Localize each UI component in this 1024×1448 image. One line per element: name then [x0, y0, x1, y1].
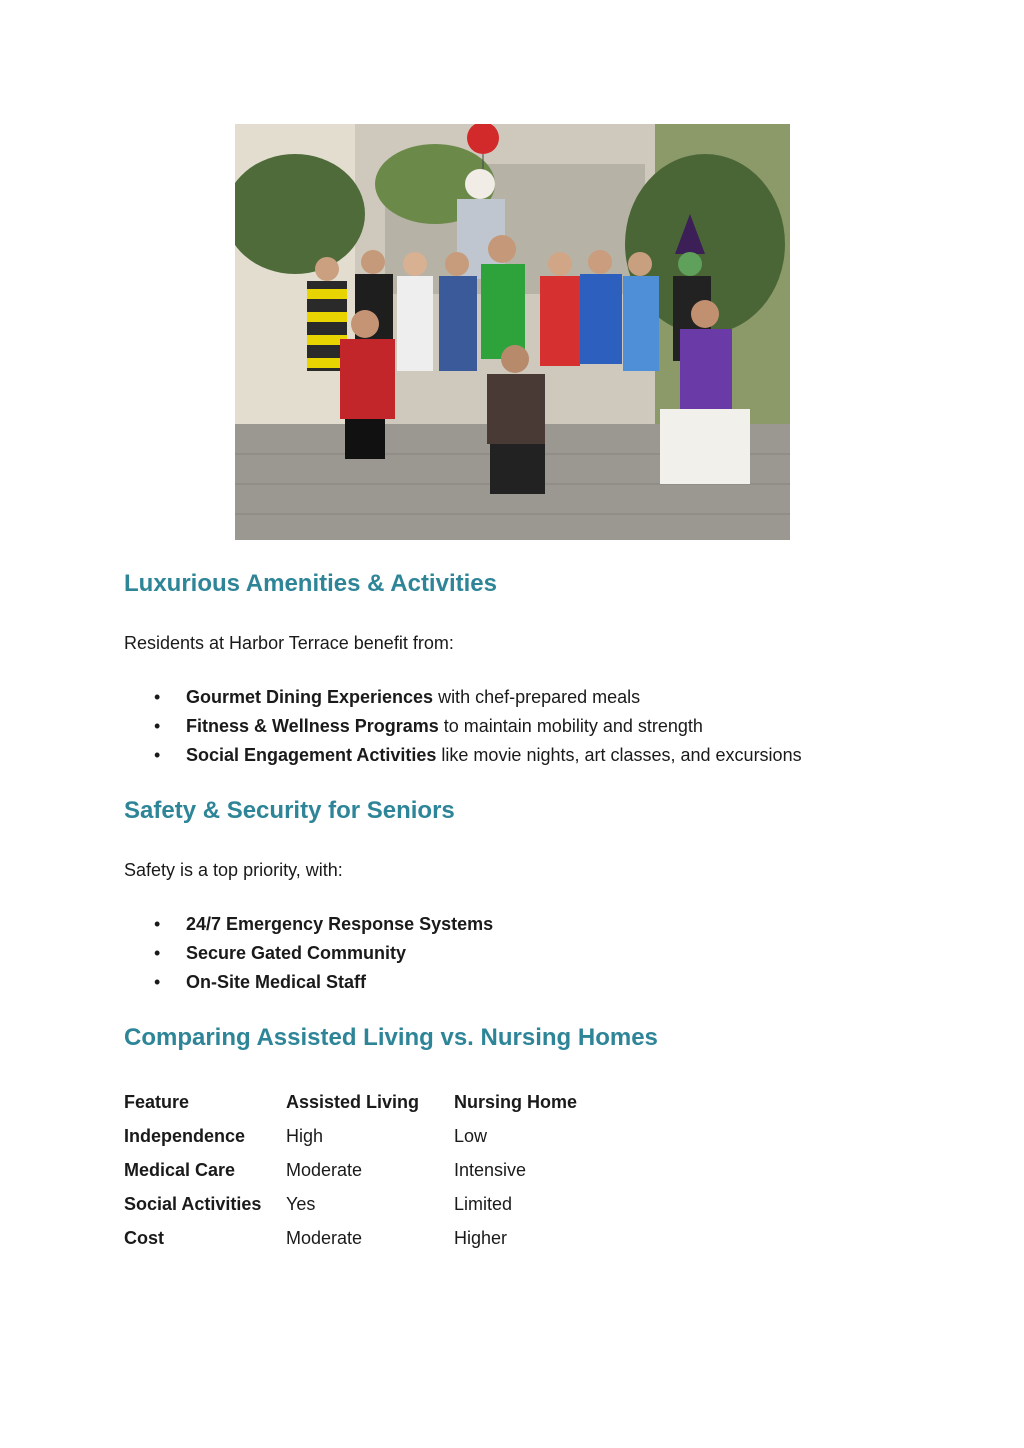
safety-list [124, 910, 493, 997]
list-item: • Gourmet Dining Experiences with chef-prepared meals [124, 683, 802, 712]
header-feature: Feature [124, 1091, 190, 1112]
row-assisted-value: Moderate [286, 1159, 363, 1180]
group-photo-icon [235, 124, 790, 540]
safety-intro: Safety is a top priority, with: [124, 860, 343, 880]
safety-heading: Safety & Security for Seniors [124, 797, 455, 824]
row-feature: Independence [124, 1125, 246, 1146]
header-assisted-living: Assisted Living [286, 1091, 420, 1112]
table-row [124, 1153, 654, 1187]
list-item: • Social Engagement Activities like movie nights, art classes, and excursions [124, 741, 802, 770]
amenities-intro: Residents at Harbor Terrace benefit from: [124, 633, 454, 653]
table-row [124, 1221, 654, 1255]
amenities-heading: Luxurious Amenities & Activities [124, 570, 497, 597]
row-nursing-value: Higher [454, 1227, 508, 1248]
row-assisted-value: High [286, 1125, 324, 1146]
table-row [124, 1119, 654, 1153]
row-assisted-value: Yes [286, 1193, 316, 1214]
row-nursing-value: Limited [454, 1193, 513, 1214]
row-nursing-value: Low [454, 1125, 488, 1146]
list-item: • On-Site Medical Staff [124, 968, 493, 997]
row-nursing-value: Intensive [454, 1159, 527, 1180]
list-item: • Secure Gated Community [124, 939, 493, 968]
row-feature: Medical Care [124, 1159, 236, 1180]
row-feature: Social Activities [124, 1193, 262, 1214]
table-row [124, 1187, 654, 1221]
comparison-heading: Comparing Assisted Living vs. Nursing Homes [124, 1024, 658, 1051]
row-assisted-value: Moderate [286, 1227, 363, 1248]
list-item: • 24/7 Emergency Response Systems [124, 910, 493, 939]
row-feature: Cost [124, 1227, 164, 1248]
table-header-row [124, 1085, 654, 1119]
list-item: • Fitness & Wellness Programs to maintain mobility and strength [124, 712, 802, 741]
group-photo [235, 124, 790, 540]
comparison-table [124, 1085, 654, 1255]
amenities-list [124, 683, 802, 770]
header-nursing-home: Nursing Home [454, 1091, 578, 1112]
